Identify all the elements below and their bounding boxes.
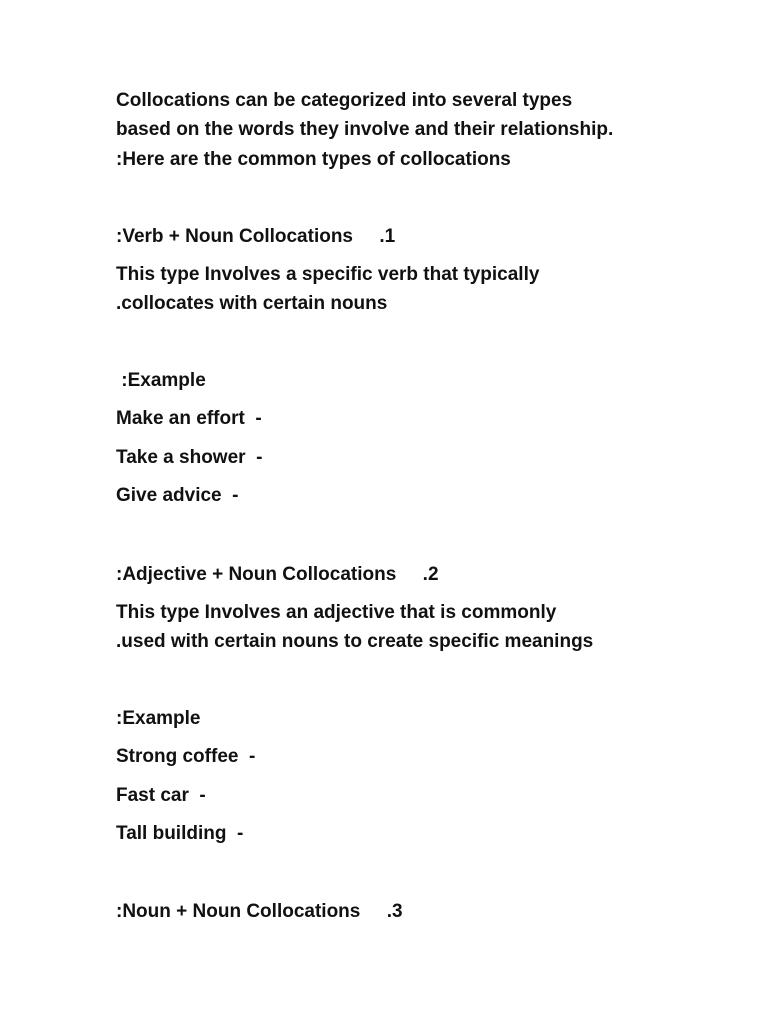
section-1-example-item: Make an effort - bbox=[116, 408, 262, 429]
section-2-example-label: :Example bbox=[116, 708, 201, 729]
section-1-example-item: Take a shower - bbox=[116, 447, 263, 468]
section-1-description-line-2: .collocates with certain nouns bbox=[116, 293, 388, 314]
intro-line-2: based on the words they involve and their relationship. bbox=[116, 119, 614, 140]
section-1-example-item: Give advice - bbox=[116, 485, 239, 506]
section-2-description-line-2: .used with certain nouns to create specific meanings bbox=[116, 631, 594, 652]
section-1-example-label: :Example bbox=[116, 370, 206, 391]
section-2-description-line-1: This type Involves an adjective that is commonly bbox=[116, 602, 557, 623]
section-1-description-line-1: This type Involves a specific verb that typically bbox=[116, 264, 540, 285]
intro-line-3: :Here are the common types of collocations bbox=[116, 149, 511, 170]
section-2-heading: :Adjective + Noun Collocations .2 bbox=[116, 564, 439, 585]
section-2-example-item: Fast car - bbox=[116, 785, 206, 806]
section-1-heading: :Verb + Noun Collocations .1 bbox=[116, 226, 396, 247]
section-2-example-item: Strong coffee - bbox=[116, 746, 256, 767]
section-3-heading: :Noun + Noun Collocations .3 bbox=[116, 901, 403, 922]
section-2-example-item: Tall building - bbox=[116, 823, 244, 844]
intro-line-1: Collocations can be categorized into several types bbox=[116, 90, 573, 111]
